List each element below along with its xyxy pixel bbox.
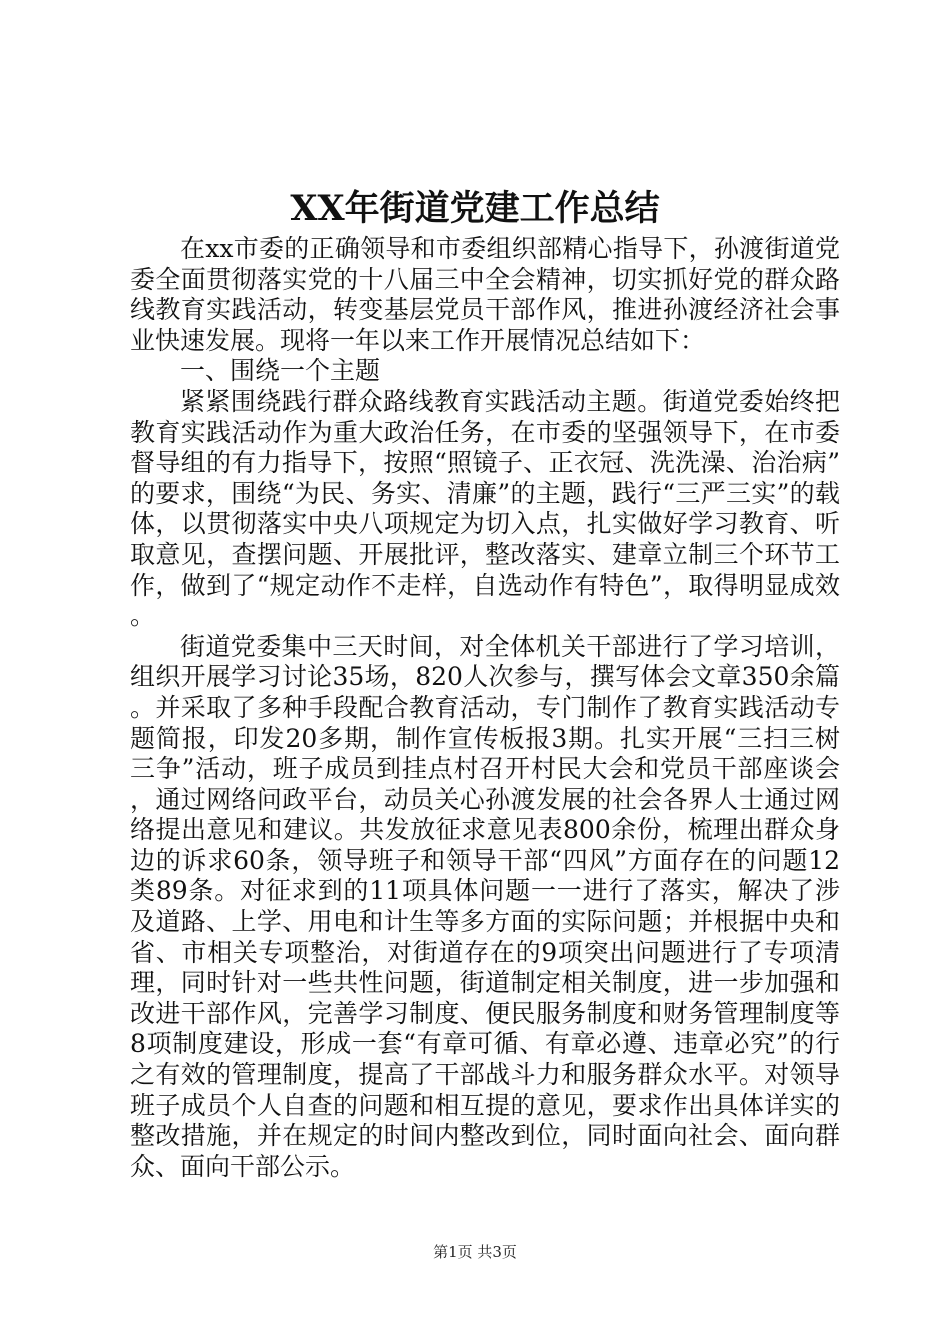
document-body <box>130 234 840 1182</box>
section-heading: 一、围绕一个主题 <box>180 356 381 386</box>
document-title: XX年街道党建工作总结 <box>290 188 660 229</box>
section-paragraph-activities: 街道党委集中三天时间，对全体机关干部进行了学习培训，组织开展学习讨论35场，820人次参与，撰写体会文章350余篇。并采取了多种手段配合教育活动，专门制作了教育实践活动专题简报，印发20多期，制作宣传板报3期。扎实开展“三扫三树三争”活动，班子成员到挂点村召开村民大会和党员干部座谈会，通过网络问政平台，动员关心孙渡发展的社会各界人士通过网络提出意见和建议。共发放征求意见表800余份，梳理出群众身边的诉求60条，领导班子和领导干部“四风”方面存在的问题12类89条。对征求到的11项具体问题一一进行了落实，解决了涉及道路、上学、用电和计生等多方面的实际问题；并根据中央和省、市相关专项整治，对街道存在的9项突出问题进行了专项清理，同时针对一些共性问题，街道制定相关制度，进一步加强和改进干部作风，完善学习制度、便民服务制度和财务管理制度等8项制度建设，形成一套“有章可循、有章必遵、违章必究”的行之有效的管理制度，提高了干部战斗力和服务群众水平。对领导班子成员个人自查的问题和相互提的意见，要求作出具体详实的整改措施，并在规定的时间内整改到位，同时面向社会、面向群众、面向干部公示。 <box>130 631 840 1181</box>
section-paragraph-theme: 紧紧围绕践行群众路线教育实践活动主题。街道党委始终把教育实践活动作为重大政治任务，在市委的坚强领导下，在市委督导组的有力指导下，按照“照镜子、正衣冠、洗洗澡、治治病”的要求，围绕“为民、务实、清廉”的主题，践行“三严三实”的载体，以贯彻落实中央八项规定为切入点，扎实做好学习教育、听取意见，查摆问题、开展批评，整改落实、建章立制三个环节工作，做到了“规定动作不走样，自选动作有特色”，取得明显成效。 <box>130 386 840 631</box>
page-number-footer: 第1页 共3页 <box>433 1243 517 1261</box>
intro-paragraph: 在xx市委的正确领导和市委组织部精心指导下，孙渡街道党委全面贯彻落实党的十八届三中全会精神，切实抓好党的群众路线教育实践活动，转变基层党员干部作风，推进孙渡经济社会事业快速发展。现将一年以来工作开展情况总结如下： <box>130 234 840 355</box>
